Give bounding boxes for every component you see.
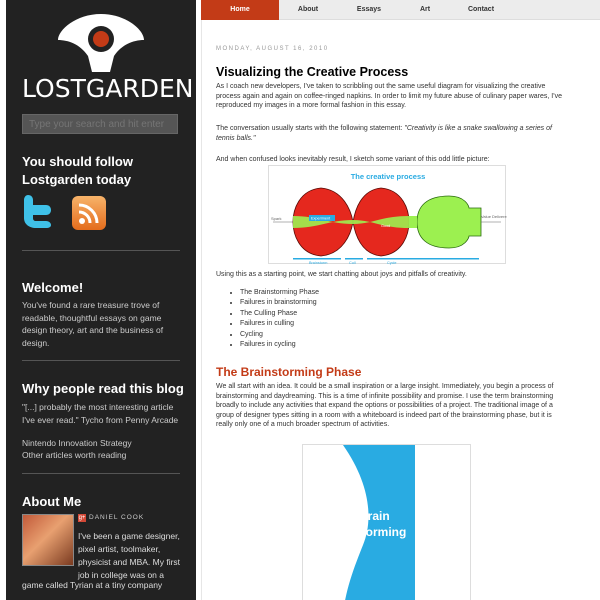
list-item: • The Brainstorming Phase — [240, 288, 319, 298]
nav-essays[interactable]: Essays — [356, 6, 382, 13]
twitter-icon[interactable] — [22, 193, 54, 229]
statement-quote: "Creativity is like a snake swallowing a series of tennis balls." — [216, 125, 552, 142]
diagram-value-label: Value Delivered — [481, 214, 507, 219]
brainstorm-label: Brain storming — [355, 509, 407, 539]
topic-list — [240, 288, 319, 350]
nav-art[interactable]: Art — [419, 6, 431, 13]
post-title[interactable]: Visualizing the Creative Process — [216, 65, 409, 79]
avatar[interactable] — [22, 514, 74, 566]
paragraph-statement — [216, 124, 562, 143]
main-content — [201, 20, 600, 600]
search-input[interactable] — [22, 114, 178, 134]
eye-logo-icon — [56, 12, 146, 74]
top-nav — [201, 0, 600, 20]
diagram-inner-label-good: Good — [381, 224, 391, 228]
divider — [22, 360, 180, 361]
creative-process-diagram[interactable] — [268, 165, 506, 264]
paragraph-intro: As I coach new developers, I've taken to scribbling out the same useful diagram for visualizing the creative process again and again on coffee-ringed napkins. In order to limit my future abuse of culinary paper wares, I've reproduced my images in a more formal fashion in this essay. — [216, 83, 562, 109]
diagram-title: The creative process — [350, 172, 426, 181]
nav-contact[interactable]: Contact — [467, 6, 495, 13]
about-text-continued: game called Tyrian at a tiny company — [22, 580, 163, 590]
paragraph-starting-point: Using this as a starting point, we start chatting about joys and pitfalls of creativity. — [216, 271, 467, 278]
welcome-text: You've found a rare treasure trove of readable, thoughtful essays on game design theory, art and the business of design. — [22, 300, 164, 348]
nav-about[interactable]: About — [297, 6, 319, 13]
follow-heading: You should follow Lostgarden today — [22, 154, 133, 187]
diagram-inner-label-experiment: Experiment — [311, 216, 331, 221]
about-heading: About Me — [22, 494, 82, 509]
section-title: The Brainstorming Phase — [216, 365, 362, 379]
logo-text: LOSTGARDEN — [22, 74, 194, 103]
welcome-heading: Welcome! — [22, 280, 84, 295]
why-quote: "[...] probably the most interesting article I've ever read." Tycho from Penny Arcade — [22, 402, 179, 425]
diagram-phase-brainstorm: Brainstorm — [309, 261, 328, 265]
list-item: • Cycling — [240, 330, 319, 340]
divider — [22, 250, 180, 251]
site-logo[interactable] — [6, 0, 196, 110]
paragraph-sketch: And when confused looks inevitably result, I sketch some variant of this odd little picture: — [216, 156, 490, 163]
paragraph-brainstorming: We all start with an idea. It could be a small inspiration or a large insight. Immediately, you begin a process of brainstorming and daydreaming. This is a time of infinite possibility and promise. I use the term brainstorming broadly to include any activities that expand the options or possibilities of a project. The traditional image of a group of designer types sitting in a room with a whiteboard is indeed part of the brainstorming phase, but it is really only one of a much broader spectrum of activities. — [216, 383, 554, 428]
post-date: MONDAY, AUGUST 16, 2010 — [216, 46, 329, 52]
link-other-articles[interactable]: Other articles worth reading — [22, 450, 127, 460]
list-item: • Failures in culling — [240, 319, 319, 329]
brainstorming-diagram[interactable] — [302, 444, 471, 600]
statement-lead: The conversation usually starts with the following statement: — [216, 125, 405, 132]
sidebar — [6, 0, 196, 600]
author-name[interactable]: DANIEL COOK — [89, 514, 145, 521]
diagram-phase-cycle: Cycle — [387, 261, 397, 265]
divider — [22, 473, 180, 474]
diagram-spark-label: Spark — [271, 216, 282, 221]
why-heading: Why people read this blog — [22, 381, 184, 396]
link-nintendo-innovation[interactable]: Nintendo Innovation Strategy — [22, 438, 132, 448]
list-item: • Failures in cycling — [240, 340, 319, 350]
about-text: I've been a game designer, pixel artist, toolmaker, physicist and MBA. My first job in college was on a — [78, 531, 181, 580]
list-item: • Failures in brainstorming — [240, 298, 319, 308]
diagram-phase-cull: Cull — [349, 261, 356, 265]
nav-home[interactable]: Home — [201, 0, 279, 20]
list-item: • The Culling Phase — [240, 309, 319, 319]
google-plus-icon[interactable]: g+ — [78, 515, 86, 521]
rss-icon[interactable] — [72, 196, 106, 230]
